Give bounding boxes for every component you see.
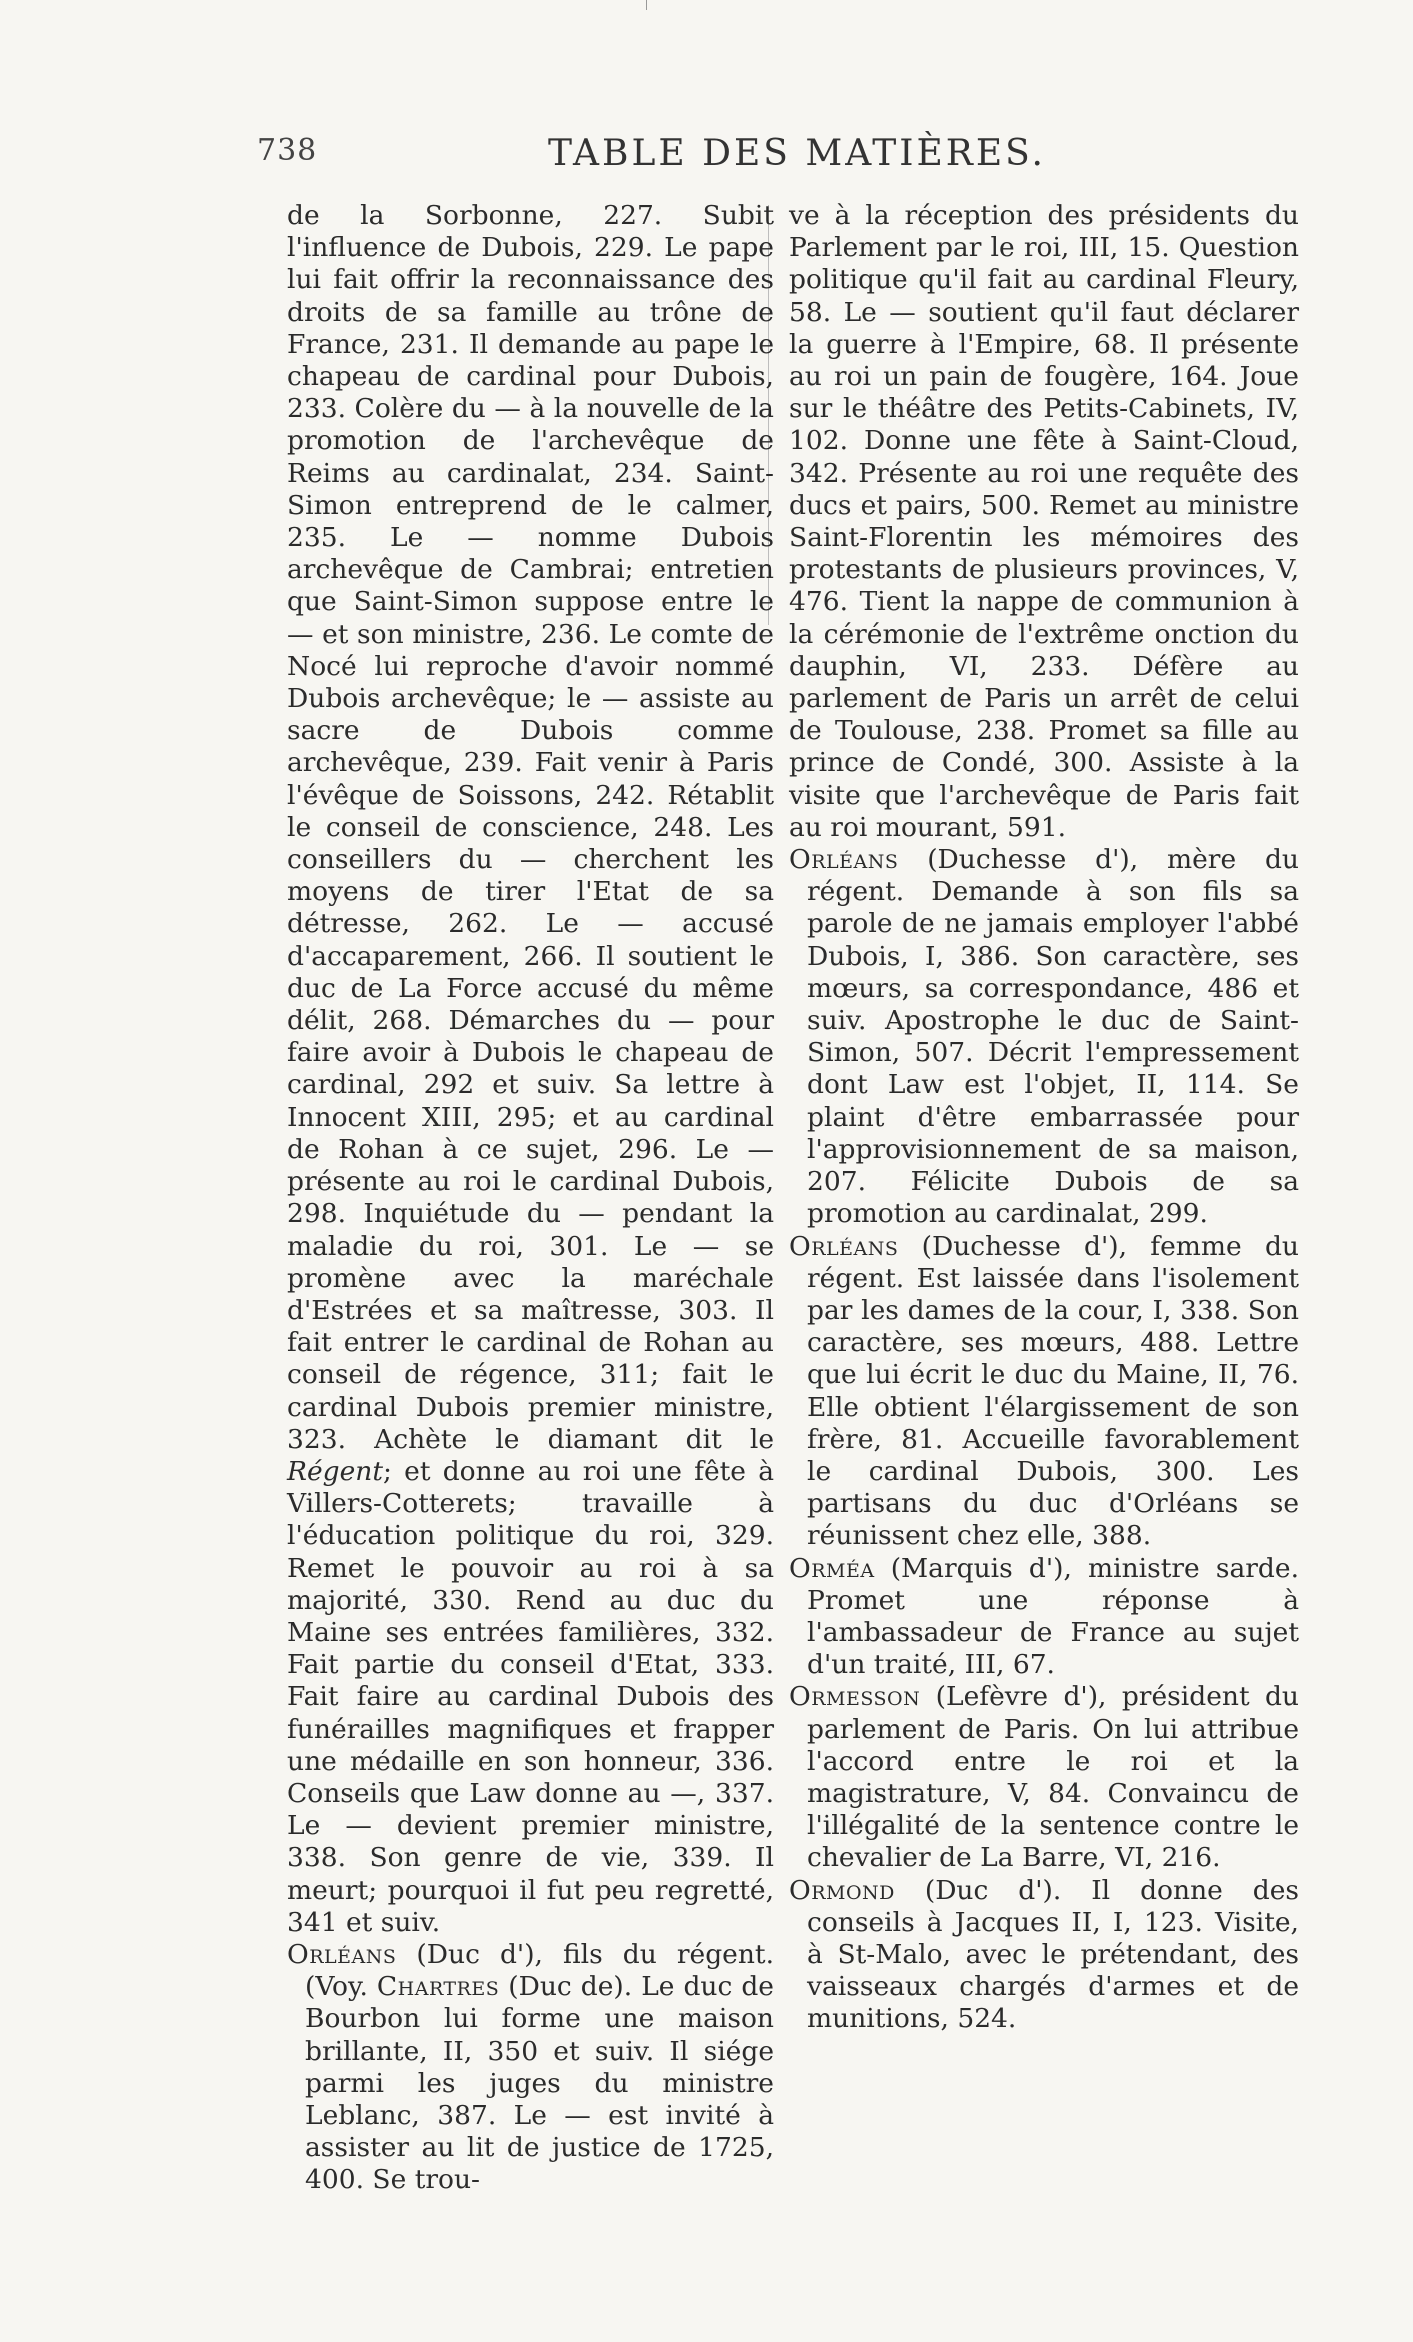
entry-text: ; et donne au roi une fête à Villers-Cotterets; travaille à l'éducation politique du roi, 329. Remet le pouvoir au roi à sa majorité, 330. Rend au duc du Maine ses entrées familières, 332. Fait partie du conseil d'Etat, 333. Fait faire au cardinal Dubois des funérailles magnifiques et frapper une médaille en son honneur, 336. Conseils que Law donne au —, 337. Le — devient premier ministre, 338. Son genre de vie, 339. Il meurt; pourquoi il fut peu regretté, 341 et suiv. (287, 1455, 774, 1938)
index-entry-continuation (789, 200, 1299, 844)
entry-text: (Duchesse d'), mère du régent. Demande à son fils sa parole de ne jamais employer l'abbé Dubois, I, 386. Son caractère, ses mœurs, sa correspondance, 486 et suiv. Apostrophe le duc de Saint-Simon, 507. Décrit l'empressement dont Law est l'objet, II, 114. Se plaint d'être embarrassée pour l'approvisionnement de sa maison, 207. Félicite Dubois de sa promotion au cardinalat, 299. (807, 844, 1299, 1230)
page-header (0, 133, 1413, 193)
entry-text: (Marquis d'), ministre sarde. Promet une réponse à l'ambassadeur de France au sujet d'un traité, III, 67. (807, 1552, 1299, 1681)
entry-italic-term: Régent (287, 1455, 383, 1487)
entry-text: (Duc d'). Il donne des conseils à Jacques II, I, 123. Visite, à St-Malo, avec le prétendant, des vaisseaux chargés d'armes et de munitions, 524. (807, 1874, 1299, 2035)
running-title: TABLE DES MATIÈRES. (548, 133, 1046, 174)
index-entry (287, 1939, 774, 2197)
entry-text: (Lefèvre d'), président du parlement de Paris. On lui attribue l'accord entre le roi et la magistrature, V, 84. Convaincu de l'illégalité de la sentence contre le chevalier de La Barre, VI, 216. (807, 1681, 1299, 1874)
entry-text: (Duchesse d'), femme du régent. Est laissée dans l'isolement par les dames de la cour, I, 338. Son caractère, ses mœurs, 488. Lettre que lui écrit le duc du Maine, II, 76. Elle obtient l'élargissement de son frère, 81. Accueille favorablement le cardinal Dubois, 300. Les partisans du duc d'Orléans se réunissent chez elle, 388. (807, 1230, 1299, 1552)
entry-text: (Duc de). Le duc de Bourbon lui forme une maison brillante, II, 350 et suiv. Il siége parmi les juges du ministre Leblanc, 387. Le — est invité à assister au lit de justice de 1725, 400. Se trou- (305, 1971, 774, 2196)
entry-heading: Orméa (789, 1552, 875, 1584)
page-number: 738 (257, 133, 318, 168)
index-entry-continuation (287, 200, 774, 1939)
entry-text: de la Sorbonne, 227. Subit l'influence de Dubois, 229. Le pape lui fait offrir la reconnaissance des droits de sa famille au trône de France, 231. Il demande au pape le chapeau de cardinal pour Dubois, 233. Colère du — à la nouvelle de la promotion de l'archevêque de Reims au cardinalat, 234. Saint-Simon entreprend de le calmer, 235. Le — nomme Dubois archevêque de Cambrai; entretien que Saint-Simon suppose entre le — et son ministre, 236. Le comte de Nocé lui reproche d'avoir nommé Dubois archevêque; le — assiste au sacre de Dubois comme archevêque, 239. Fait venir à Paris l'évêque de Soissons, 242. Rétablit le conseil de conscience, 248. Les conseillers du — cherchent les moyens de tirer l'Etat de sa détresse, 262. Le — accusé d'accaparement, 266. Il soutient le duc de La Force accusé du même délit, 268. Démarches du — pour faire avoir à Dubois le chapeau de cardinal, 292 et suiv. Sa lettre à Innocent XIII, 295; et au cardinal de Rohan à ce sujet, 296. Le — présente au roi le cardinal Dubois, 298. Inquiétude du — pendant la maladie du roi, 301. Le — se promène avec la maréchale d'Estrées et sa maîtresse, 303. Il fait entrer le cardinal de Rohan au conseil de régence, 311; fait le cardinal Dubois premier ministre, 323. Achète le diamant dit le (287, 200, 774, 1455)
entry-heading: Ormond (789, 1874, 895, 1906)
entry-text: (Duc d'), fils du régent. (Voy. (305, 1938, 774, 2003)
entry-cross-reference: Chartres (376, 1971, 500, 2003)
index-entry (789, 1681, 1299, 1874)
left-column (287, 200, 774, 2197)
top-edge-mark (646, 0, 647, 10)
entry-text: ve à la réception des présidents du Parlement par le roi, III, 15. Question politique qu'il fait au cardinal Fleury, 58. Le — soutient qu'il faut déclarer la guerre à l'Empire, 68. Il présente au roi un pain de fougère, 164. Joue sur le théâtre des Petits-Cabinets, IV, 102. Donne une fête à Saint-Cloud, 342. Présente au roi une requête des ducs et pairs, 500. Remet au ministre Saint-Florentin les mémoires des protestants de plusieurs provinces, V, 476. Tient la nappe de communion à la cérémonie de l'extrême onction du dauphin, VI, 233. Défère au parlement de Paris un arrêt de celui de Toulouse, 238. Promet sa fille au prince de Condé, 300. Assiste à la visite que l'archevêque de Paris fait au roi mourant, 591. (789, 200, 1299, 843)
entry-heading: Orléans (789, 844, 899, 876)
right-column (789, 200, 1299, 2036)
entry-heading: Orléans (287, 1938, 397, 1970)
entry-heading: Ormesson (789, 1681, 921, 1713)
index-entry (789, 1231, 1299, 1553)
entry-heading: Orléans (789, 1230, 899, 1262)
index-entry (789, 1875, 1299, 2036)
index-entry (789, 1553, 1299, 1682)
index-entry (789, 844, 1299, 1230)
